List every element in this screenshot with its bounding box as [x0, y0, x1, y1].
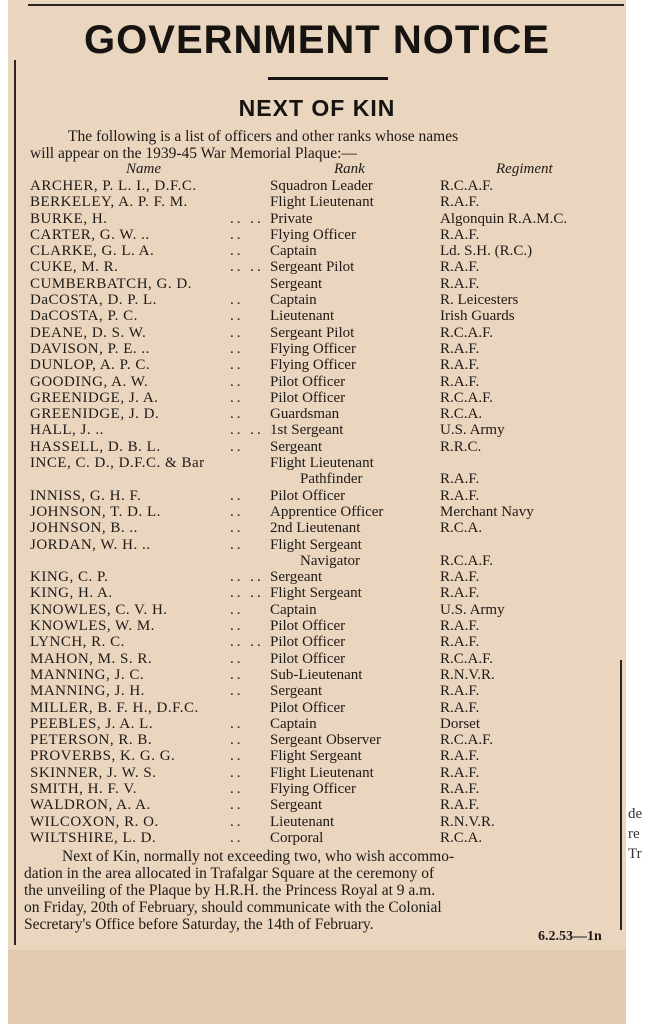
entry-rank: Pilot Officer	[270, 650, 346, 667]
notice-headline: GOVERNMENT NOTICE	[84, 18, 550, 62]
entry-rank: Flight Lieutenant	[270, 455, 374, 472]
entry-regiment: R.A.F.	[440, 634, 480, 651]
column-header-rank: Rank	[334, 161, 365, 177]
entry-regiment: R.A.F.	[440, 226, 480, 243]
entry-rank: Sergeant	[270, 569, 323, 586]
entry-rank: Sergeant Pilot	[270, 324, 355, 341]
entry-rank-continued: Pathfinder	[300, 471, 363, 488]
entry-name: SMITH, H. F. V.	[30, 780, 138, 797]
leader-dots: .. ..	[230, 634, 264, 651]
roster-row	[8, 667, 626, 683]
entry-name: JOHNSON, B. ..	[30, 520, 138, 537]
entry-rank: Flying Officer	[270, 780, 356, 797]
entry-rank: 2nd Lieutenant	[270, 520, 361, 537]
entry-name: WALDRON, A. A.	[30, 797, 151, 814]
leader-dots: ..	[230, 780, 244, 797]
roster-row	[8, 504, 626, 520]
leader-dots: .. ..	[230, 569, 264, 586]
adjacent-column-fragment: Tr	[628, 846, 642, 862]
entry-rank: Sergeant	[270, 797, 323, 814]
leader-dots: ..	[230, 226, 244, 243]
leader-dots: ..	[230, 683, 244, 700]
entry-rank: Captain	[270, 292, 317, 309]
closing-paragraph	[24, 848, 624, 933]
roster-row	[8, 765, 626, 781]
leader-dots: .. ..	[230, 422, 264, 439]
roster-row	[8, 651, 626, 667]
entry-name: KNOWLES, C. V. H.	[30, 601, 168, 618]
entry-rank: Sergeant	[270, 438, 323, 455]
roster-row	[8, 683, 626, 699]
entry-rank: Captain	[270, 715, 317, 732]
entry-name: INCE, C. D., D.F.C. & Bar	[30, 455, 205, 472]
entry-rank: Corporal	[270, 829, 324, 846]
entry-name: CLARKE, G. L. A.	[30, 243, 155, 260]
entry-rank: Flight Lieutenant	[270, 194, 374, 211]
entry-name: CARTER, G. W. ..	[30, 226, 150, 243]
entry-rank: Flight Sergeant	[270, 748, 362, 765]
entry-regiment: R.A.F.	[440, 259, 480, 276]
entry-name: PEEBLES, J. A. L.	[30, 715, 154, 732]
entry-rank: Flying Officer	[270, 340, 356, 357]
roster-row	[8, 797, 626, 813]
entry-regiment: R.C.A.F.	[440, 650, 493, 667]
entry-regiment: R.A.F.	[440, 699, 480, 716]
leader-dots: ..	[230, 357, 244, 374]
intro-line: The following is a list of officers and other ranks whose names	[68, 128, 459, 145]
entry-name: GREENIDGE, J. D.	[30, 406, 160, 423]
entry-name: WILTSHIRE, L. D.	[30, 829, 157, 846]
entry-rank: Captain	[270, 601, 317, 618]
roster-row	[8, 374, 626, 390]
backing-paper	[8, 950, 626, 1024]
leader-dots: ..	[230, 666, 244, 683]
roster-row	[8, 325, 626, 341]
roster-row	[8, 455, 626, 488]
entry-rank: Sergeant Pilot	[270, 259, 355, 276]
entry-rank: Lieutenant	[270, 308, 335, 325]
leader-dots: ..	[230, 406, 244, 423]
entry-regiment: R.C.A.F.	[440, 324, 493, 341]
title-divider	[268, 77, 388, 80]
entry-name: MILLER, B. F. H., D.F.C.	[30, 699, 199, 716]
entry-name: INNISS, G. H. F.	[30, 487, 142, 504]
leader-dots: ..	[230, 324, 244, 341]
entry-regiment: R. Leicesters	[440, 292, 519, 309]
roster-row	[8, 748, 626, 764]
entry-name: DEANE, D. S. W.	[30, 324, 147, 341]
closing-line: the unveiling of the Plaque by H.R.H. the Princess Royal at 9 a.m.	[24, 882, 436, 899]
roster-row	[8, 178, 626, 194]
roster-row	[8, 520, 626, 536]
entry-regiment: Algonquin R.A.M.C.	[440, 210, 568, 227]
leader-dots: .. ..	[230, 210, 264, 227]
entry-rank: Sub-Lieutenant	[270, 666, 363, 683]
entry-rank: Flight Sergeant	[270, 585, 362, 602]
entry-regiment: R.C.A.	[440, 829, 483, 846]
roster-row	[8, 357, 626, 373]
entry-name: MAHON, M. S. R.	[30, 650, 153, 667]
entry-name: CUKE, M. R.	[30, 259, 119, 276]
entry-name: DaCOSTA, D. P. L.	[30, 292, 157, 309]
entry-rank: Flying Officer	[270, 357, 356, 374]
entry-regiment: U.S. Army	[440, 422, 505, 439]
intro-paragraph	[30, 128, 626, 162]
closing-line: Secretary's Office before Saturday, the 14th of February.	[24, 916, 374, 933]
leader-dots: ..	[230, 292, 244, 309]
leader-dots: ..	[230, 618, 244, 635]
top-rule	[28, 4, 624, 6]
column-header-name: Name	[126, 161, 161, 177]
entry-regiment: R.R.C.	[440, 438, 482, 455]
entry-name: MANNING, J. C.	[30, 666, 145, 683]
roster-row	[8, 585, 626, 601]
entry-rank: Sergeant Observer	[270, 732, 381, 749]
leader-dots: ..	[230, 243, 244, 260]
entry-name: SKINNER, J. W. S.	[30, 764, 157, 781]
leader-dots: ..	[230, 797, 244, 814]
entry-name: BERKELEY, A. P. F. M.	[30, 194, 188, 211]
entry-rank: Squadron Leader	[270, 178, 373, 194]
roster-row	[8, 422, 626, 438]
entry-name: DUNLOP, A. P. C.	[30, 357, 151, 374]
entry-name: PROVERBS, K. G. G.	[30, 748, 176, 765]
roster-row	[8, 439, 626, 455]
leader-dots: ..	[230, 732, 244, 749]
leader-dots: ..	[230, 438, 244, 455]
entry-name: MANNING, J. H.	[30, 683, 145, 700]
entry-regiment: R.N.V.R.	[440, 666, 495, 683]
entry-name: GOODING, A. W.	[30, 373, 149, 390]
entry-regiment: Irish Guards	[440, 308, 515, 325]
entry-regiment: Dorset	[440, 715, 480, 732]
notice-subhead: NEXT OF KIN	[238, 95, 396, 121]
entry-regiment: R.A.F.	[440, 275, 480, 292]
entry-regiment: R.A.F.	[440, 683, 480, 700]
entry-regiment: R.C.A.F.	[440, 552, 493, 569]
entry-name: WILCOXON, R. O.	[30, 813, 159, 830]
entry-regiment: R.A.F.	[440, 618, 480, 635]
roster-row	[8, 227, 626, 243]
entry-name: ARCHER, P. L. I., D.F.C.	[30, 178, 197, 194]
entry-rank: Apprentice Officer	[270, 503, 384, 520]
closing-line: on Friday, 20th of February, should communicate with the Colonial	[24, 899, 442, 916]
dateline: 6.2.53—1n	[538, 929, 602, 944]
leader-dots: ..	[230, 487, 244, 504]
entry-regiment: R.A.F.	[440, 357, 480, 374]
roster-row	[8, 488, 626, 504]
roster-row	[8, 634, 626, 650]
roster-row	[8, 390, 626, 406]
intro-line: will appear on the 1939-45 War Memorial Plaque:—	[30, 145, 357, 162]
entry-regiment: R.A.F.	[440, 585, 480, 602]
entry-regiment: R.A.F.	[440, 487, 480, 504]
entry-regiment: Ld. S.H. (R.C.)	[440, 243, 533, 260]
entry-rank: 1st Sergeant	[270, 422, 344, 439]
entry-regiment: R.A.F.	[440, 764, 480, 781]
entry-name: CUMBERBATCH, G. D.	[30, 275, 192, 292]
entry-regiment: R.C.A.F.	[440, 178, 493, 194]
leader-dots: ..	[230, 340, 244, 357]
leader-dots: ..	[230, 764, 244, 781]
roster-row	[8, 243, 626, 259]
entry-rank: Pilot Officer	[270, 373, 346, 390]
entry-regiment: R.A.F.	[440, 748, 480, 765]
entry-name: LYNCH, R. C.	[30, 634, 125, 651]
roster-row	[8, 537, 626, 570]
entry-regiment: R.A.F.	[440, 797, 480, 814]
roster-row	[8, 618, 626, 634]
entry-regiment: R.A.F.	[440, 471, 480, 488]
roster-row	[8, 569, 626, 585]
entry-regiment: R.A.F.	[440, 194, 480, 211]
entry-regiment: R.C.A.	[440, 406, 483, 423]
leader-dots: .. ..	[230, 585, 264, 602]
leader-dots: ..	[230, 829, 244, 846]
entry-name: DaCOSTA, P. C.	[30, 308, 138, 325]
roster-row	[8, 211, 626, 227]
entry-rank: Flying Officer	[270, 226, 356, 243]
column-header-regiment: Regiment	[496, 161, 553, 177]
entry-name: HASSELL, D. B. L.	[30, 438, 161, 455]
roster-row	[8, 830, 626, 846]
entry-regiment: R.C.A.	[440, 520, 483, 537]
roster-row	[8, 259, 626, 275]
entry-rank: Guardsman	[270, 406, 340, 423]
entry-name: KNOWLES, W. M.	[30, 618, 155, 635]
leader-dots: ..	[230, 308, 244, 325]
entry-name: HALL, J. ..	[30, 422, 104, 439]
entry-name: KING, H. A.	[30, 585, 113, 602]
entry-rank: Sergeant	[270, 275, 323, 292]
entry-regiment: Merchant Navy	[440, 503, 534, 520]
roster-row	[8, 814, 626, 830]
roster-row	[8, 732, 626, 748]
entry-rank: Pilot Officer	[270, 487, 346, 504]
closing-line: dation in the area allocated in Trafalgar Square at the ceremony of	[24, 865, 435, 882]
leader-dots: ..	[230, 813, 244, 830]
roster-row	[8, 716, 626, 732]
leader-dots: ..	[230, 503, 244, 520]
leader-dots: ..	[230, 650, 244, 667]
entry-regiment: R.A.F.	[440, 373, 480, 390]
entry-name: JOHNSON, T. D. L.	[30, 503, 161, 520]
roster-row	[8, 406, 626, 422]
leader-dots: ..	[230, 748, 244, 765]
entry-regiment: R.C.A.F.	[440, 732, 493, 749]
roster-list	[8, 178, 626, 846]
adjacent-column-fragment: re	[628, 826, 640, 842]
leader-dots: ..	[230, 715, 244, 732]
entry-regiment: R.A.F.	[440, 340, 480, 357]
roster-row	[8, 276, 626, 292]
entry-name: GREENIDGE, J. A.	[30, 389, 159, 406]
closing-line: Next of Kin, normally not exceeding two, who wish accommo-	[62, 848, 455, 865]
roster-row	[8, 602, 626, 618]
entry-rank: Sergeant	[270, 683, 323, 700]
entry-regiment: R.N.V.R.	[440, 813, 495, 830]
roster-row	[8, 341, 626, 357]
roster-row	[8, 700, 626, 716]
entry-rank: Pilot Officer	[270, 618, 346, 635]
entry-rank: Captain	[270, 243, 317, 260]
entry-rank: Lieutenant	[270, 813, 335, 830]
entry-name: KING, C. P.	[30, 569, 109, 586]
leader-dots: ..	[230, 373, 244, 390]
adjacent-column-fragment: de	[628, 806, 643, 822]
entry-rank: Pilot Officer	[270, 389, 346, 406]
leader-dots: ..	[230, 520, 244, 537]
leader-dots: .. ..	[230, 259, 264, 276]
entry-rank: Flight Sergeant	[270, 536, 362, 553]
entry-name: DAVISON, P. E. ..	[30, 340, 150, 357]
entry-rank: Flight Lieutenant	[270, 764, 374, 781]
roster-row	[8, 194, 626, 210]
entry-rank: Pilot Officer	[270, 634, 346, 651]
leader-dots: ..	[230, 601, 244, 618]
roster-row	[8, 308, 626, 324]
entry-regiment: R.C.A.F.	[440, 389, 493, 406]
entry-name: PETERSON, R. B.	[30, 732, 153, 749]
entry-regiment: U.S. Army	[440, 601, 505, 618]
newspaper-clipping	[8, 0, 626, 1024]
roster-row	[8, 781, 626, 797]
entry-rank: Pilot Officer	[270, 699, 346, 716]
leader-dots: ..	[230, 389, 244, 406]
entry-regiment: R.A.F.	[440, 780, 480, 797]
entry-rank: Private	[270, 210, 313, 227]
entry-name: BURKE, H.	[30, 210, 108, 227]
entry-name: JORDAN, W. H. ..	[30, 536, 151, 553]
leader-dots: ..	[230, 536, 244, 553]
entry-rank-continued: Navigator	[300, 552, 360, 569]
entry-regiment: R.A.F.	[440, 569, 480, 586]
roster-row	[8, 292, 626, 308]
